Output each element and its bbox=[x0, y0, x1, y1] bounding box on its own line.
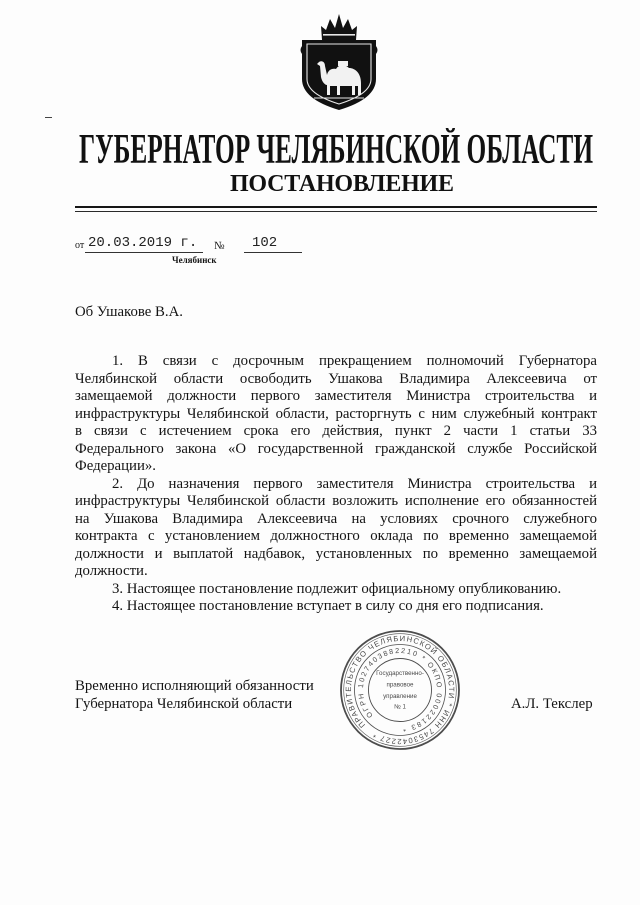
paragraph-line: Федерации». bbox=[75, 458, 156, 474]
document-type bbox=[229, 168, 461, 196]
date-prefix: от bbox=[75, 240, 85, 251]
paragraph-line: 1. В связи с досрочным прекращением полномочий Губернатора bbox=[112, 353, 597, 369]
paragraph-line: должности. bbox=[75, 563, 148, 579]
stamp-center-line: управление bbox=[383, 693, 417, 700]
date-underline bbox=[85, 252, 203, 253]
signatory-position bbox=[75, 678, 314, 713]
paragraph-line: должности и выплатой надбавок, установленных по временно замещаемой bbox=[75, 545, 597, 562]
signatory-name: А.Л. Текслер bbox=[511, 695, 593, 712]
paragraph-4 bbox=[75, 598, 597, 616]
paragraph-line: Челябинской области освободить Ушакова Владимира Алексеевича от bbox=[75, 370, 597, 387]
stamp-center-line: Государственно- bbox=[376, 670, 424, 677]
paragraph-line: 3. Настоящее постановление подлежит официальному опубликованию. bbox=[112, 580, 562, 597]
stamp-inner-ring: ОГРН 1027403882210 * ОКПО 00022183 * bbox=[355, 645, 445, 735]
coat-of-arms-icon bbox=[298, 13, 380, 111]
paragraph-line: контракта с установлением должностного оклада по временно замещаемой bbox=[75, 528, 597, 544]
document-type-text: ПОСТАНОВЛЕНИЕ bbox=[230, 171, 454, 196]
number-sign: № bbox=[214, 240, 225, 252]
header-rule-thin bbox=[75, 211, 597, 212]
document-title bbox=[78, 128, 596, 170]
header-rule bbox=[75, 206, 597, 208]
number-underline bbox=[244, 252, 302, 253]
document-date: 20.03.2019 г. bbox=[88, 235, 198, 251]
paragraph-1 bbox=[75, 353, 597, 476]
signatory-position-line: Губернатора Челябинской области bbox=[75, 695, 293, 712]
paragraph-line: Федерального закона «О государственной гражданской службе Российской bbox=[75, 440, 597, 457]
stamp-outer-ring: ПРАВИТЕЛЬСТВО ЧЕЛЯБИНСКОЙ ОБЛАСТИ * ИНН 7453042227 * bbox=[343, 633, 457, 747]
paragraph-line: 4. Настоящее постановление вступает в силу со дня его подписания. bbox=[112, 598, 544, 614]
paragraph-line: в связи с истечением срока его действия, пункт 2 части 1 статьи 33 bbox=[75, 423, 597, 439]
stamp-center-line: правовое bbox=[386, 681, 414, 689]
paragraph-3 bbox=[75, 581, 597, 599]
document-subject: Об Ушакове В.А. bbox=[75, 304, 184, 320]
official-stamp bbox=[338, 628, 462, 752]
document-number: 102 bbox=[252, 235, 278, 251]
paragraph-line: 2. До назначения первого заместителя Министра строительства и bbox=[112, 475, 597, 492]
paragraph-line: инфраструктуры Челябинской области, расторгнуть с ним служебный контракт bbox=[75, 405, 597, 422]
title-text: ГУБЕРНАТОР ЧЕЛЯБИНСКОЙ ОБЛАСТИ bbox=[79, 128, 593, 170]
scan-mark bbox=[45, 117, 52, 118]
stamp-inner-ring-text bbox=[356, 646, 444, 734]
paragraph-line: замещаемой должности первого заместителя Министра строительства и bbox=[75, 388, 597, 404]
signatory-position-line: Временно исполняющий обязанности bbox=[75, 678, 314, 694]
paragraph-line: на Ушакова Владимира Алексеевича на условиях срочного служебного bbox=[75, 510, 597, 527]
document-body bbox=[75, 353, 597, 616]
paragraph-line: инфраструктуры Челябинской области возложить исполнение его обязанностей bbox=[75, 493, 597, 509]
stamp-center-line: № 1 bbox=[394, 703, 406, 711]
city-label: Челябинск bbox=[172, 255, 217, 265]
paragraph-2 bbox=[75, 476, 597, 581]
